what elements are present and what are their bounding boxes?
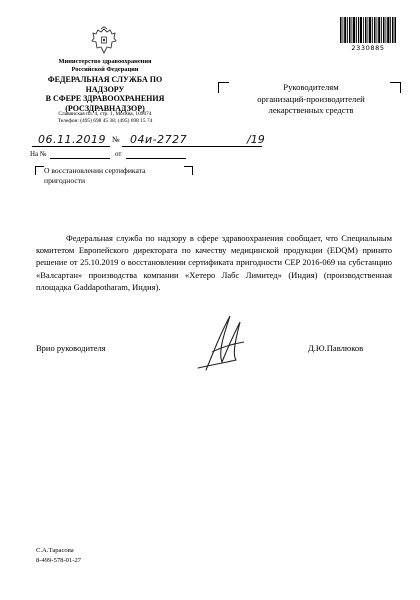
barcode-number: 2330885 <box>351 44 385 52</box>
registration-number-suffix: /19 <box>247 133 265 146</box>
letter-subject: О восстановлении сертификата пригодности <box>44 166 146 185</box>
ministry-name: Министерство здравоохранения Российской Федерации <box>58 58 152 73</box>
signatory-name: Д.Ю.Павлюков <box>308 343 364 353</box>
number-symbol: № <box>112 135 120 144</box>
subject-corner-right <box>184 166 193 175</box>
addressee-block: Руководителям организаций-производителей лекарственных средств <box>257 82 365 115</box>
ref-number-line <box>50 158 110 159</box>
number-underline <box>122 146 262 147</box>
executor-phone: 8-499-578-01-27 <box>36 557 82 564</box>
ref-from-line <box>126 158 186 159</box>
coat-of-arms-icon <box>89 26 119 56</box>
signatory-title: Врио руководителя <box>36 343 106 353</box>
addressee-corner-left <box>218 82 229 93</box>
addressee-corner-right <box>390 82 401 93</box>
barcode-image <box>340 17 396 43</box>
handwritten-signature <box>192 312 252 378</box>
date-underline <box>32 146 110 147</box>
sender-address: Славянская пл. 4, стр. 1, Москва, 109074 Телефон: (495) 698 45 38; (495) 698 15 74 <box>57 111 153 124</box>
subject-corner-left <box>35 166 44 175</box>
ref-number-label: На № <box>30 150 47 158</box>
agency-name: ФЕДЕРАЛЬНАЯ СЛУЖБА ПО НАДЗОРУ В СФЕРЕ ЗДРАВООХРАНЕНИЯ (РОСЗДРАВНАДЗОР) <box>45 75 165 113</box>
executor-name: С.А.Тарасова <box>36 547 74 554</box>
letter-body: Федеральная служба по надзору в сфере здравоохранения сообщает, что Специальным комитетом Европейского директората по качеству медицинской продукции (EDQM) принято решение от 25.10.2019 о восстановлении сертификата пригодности CEP 2016-069 на субстанцию «Валсартан» производства компании «Хетеро Лабс Лимитед» (Индия) (производственная площадка Gaddapotharam, Индия). <box>36 233 392 292</box>
registration-number: 04и-2727 <box>130 133 188 146</box>
ref-from-label: от <box>115 150 122 158</box>
registration-date: 06.11.2019 <box>38 133 106 146</box>
